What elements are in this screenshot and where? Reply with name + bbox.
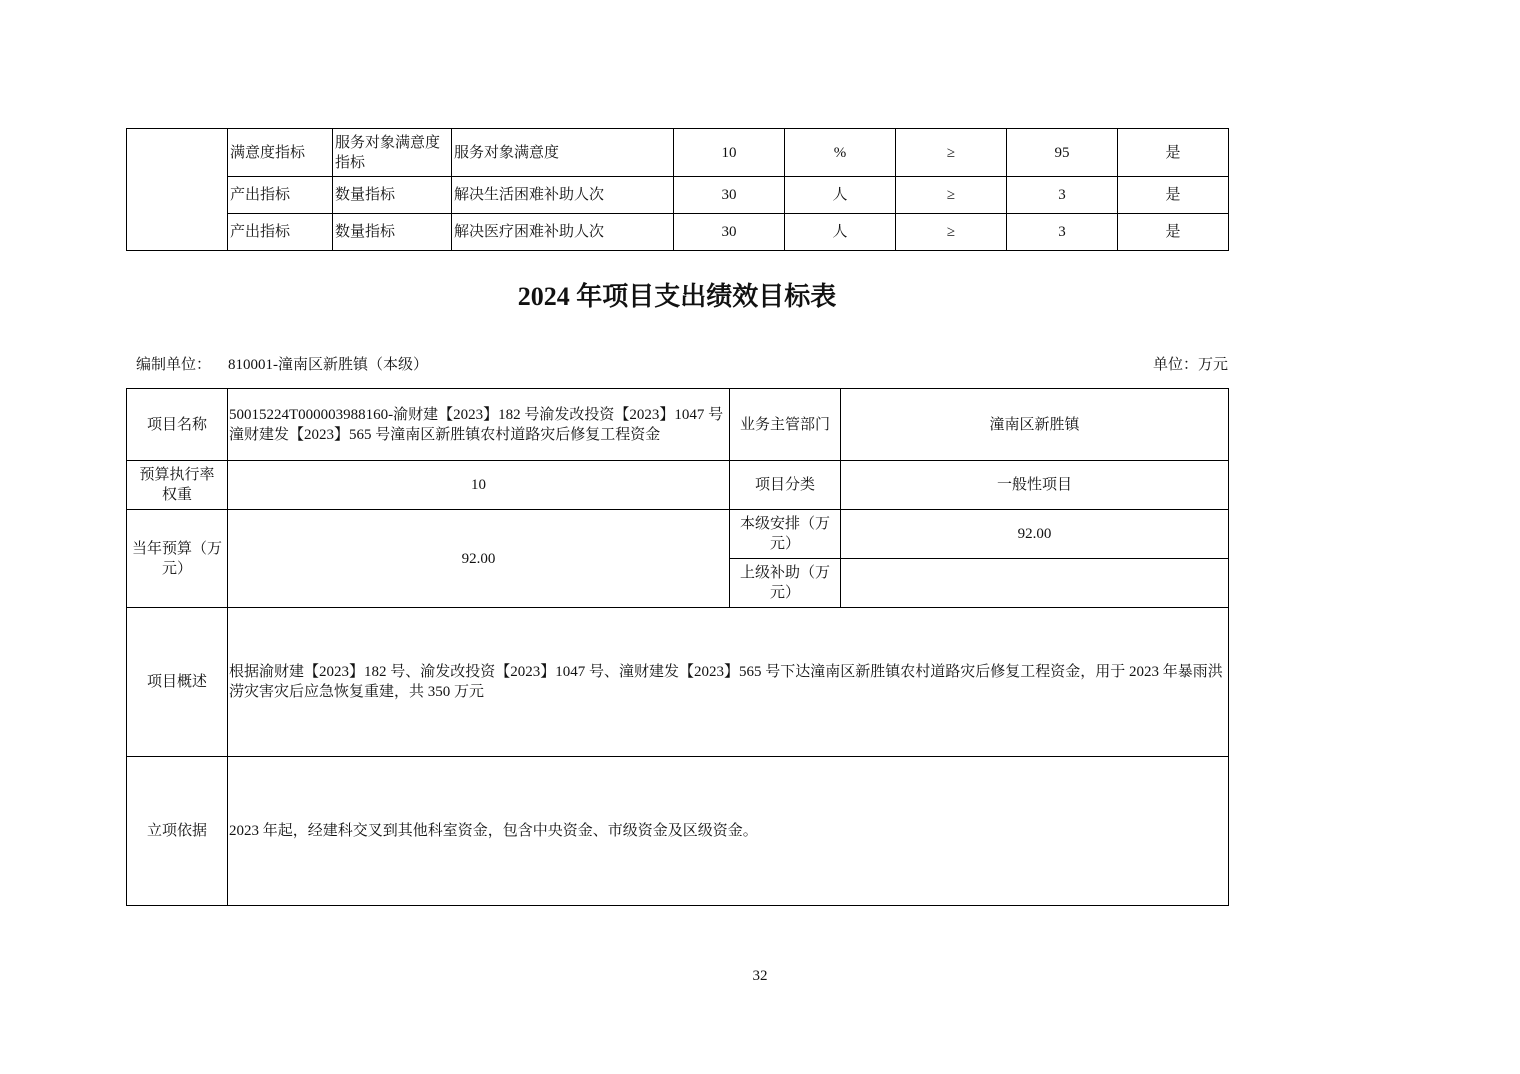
exec-rate-label-cell: [127, 461, 228, 510]
table-row: [127, 757, 1229, 906]
upper-label-cell: [730, 559, 841, 608]
operator-cell: ≥: [896, 214, 1007, 251]
currency-unit: 单位：万元: [1152, 357, 1228, 373]
indicator-cell: 解决医疗困难补助人次: [452, 214, 674, 251]
overview-value: 根据渝财建【2023】182 号、渝发改投资【2023】1047 号、潼财建发【2023】565 号下达潼南区新胜镇农村道路灾后修复工程资金，用于 2023 年暴雨洪涝灾害灾后应急恢复重建，共 350 万元: [228, 608, 1229, 757]
category-cell: 产出指标: [228, 214, 333, 251]
core-cell: 是: [1118, 177, 1229, 214]
basis-label: 立项依据: [127, 757, 228, 906]
operator-cell: ≥: [896, 129, 1007, 177]
category-value: 一般性项目: [841, 461, 1229, 510]
subcategory-cell: 数量指标: [333, 214, 452, 251]
merged-empty-cell: [127, 129, 228, 251]
org-value: 810001-潼南区新胜镇（本级）: [228, 357, 428, 373]
target-cell: 3: [1007, 214, 1118, 251]
project-table: [126, 388, 1229, 906]
table-row: [127, 177, 1229, 214]
overview-label: 项目概述: [127, 608, 228, 757]
upper-value: [841, 559, 1229, 608]
core-cell: 是: [1118, 214, 1229, 251]
table-row: [127, 461, 1229, 510]
unit-cell: 人: [785, 214, 896, 251]
subcategory-cell: 数量指标: [333, 177, 452, 214]
subcategory-cell: 服务对象满意度指标: [333, 129, 452, 177]
org-label: 编制单位：: [136, 357, 212, 373]
local-label-cell: [730, 510, 841, 559]
indicator-cell: 解决生活困难补助人次: [452, 177, 674, 214]
table-row: [127, 214, 1229, 251]
core-cell: 是: [1118, 129, 1229, 177]
local-label: 本级安排（万元）: [739, 516, 830, 552]
indicator-table: [126, 128, 1229, 251]
operator-cell: ≥: [896, 177, 1007, 214]
category-cell: 满意度指标: [228, 129, 333, 177]
exec-rate-value: 10: [228, 461, 730, 510]
exec-rate-label: 预算执行率权重: [139, 467, 215, 503]
budget-value: 92.00: [228, 510, 730, 608]
unit-cell: %: [785, 129, 896, 177]
dept-value: 潼南区新胜镇: [841, 389, 1229, 461]
category-label: 项目分类: [730, 461, 841, 510]
weight-cell: 10: [674, 129, 785, 177]
local-value: 92.00: [841, 510, 1229, 559]
dept-label: 业务主管部门: [730, 389, 841, 461]
upper-label: 上级补助（万元）: [739, 565, 830, 601]
page-number: 32: [752, 968, 768, 984]
target-cell: 95: [1007, 129, 1118, 177]
table-row: [127, 608, 1229, 757]
target-cell: 3: [1007, 177, 1118, 214]
table-row: [127, 389, 1229, 461]
project-name-value: 50015224T000003988160-渝财建【2023】182 号渝发改投资【2023】1047 号潼财建发【2023】565 号潼南区新胜镇农村道路灾后修复工程资金: [228, 389, 730, 461]
unit-cell: 人: [785, 177, 896, 214]
table-row: [127, 510, 1229, 559]
category-cell: 产出指标: [228, 177, 333, 214]
indicator-cell: 服务对象满意度: [452, 129, 674, 177]
budget-label: 当年预算（万元）: [127, 510, 228, 608]
page-title: 2024 年项目支出绩效目标表: [517, 282, 837, 311]
weight-cell: 30: [674, 214, 785, 251]
weight-cell: 30: [674, 177, 785, 214]
project-name-label: 项目名称: [127, 389, 228, 461]
table-row: [127, 129, 1229, 177]
basis-value: 2023 年起，经建科交叉到其他科室资金，包含中央资金、市级资金及区级资金。: [228, 757, 1229, 906]
